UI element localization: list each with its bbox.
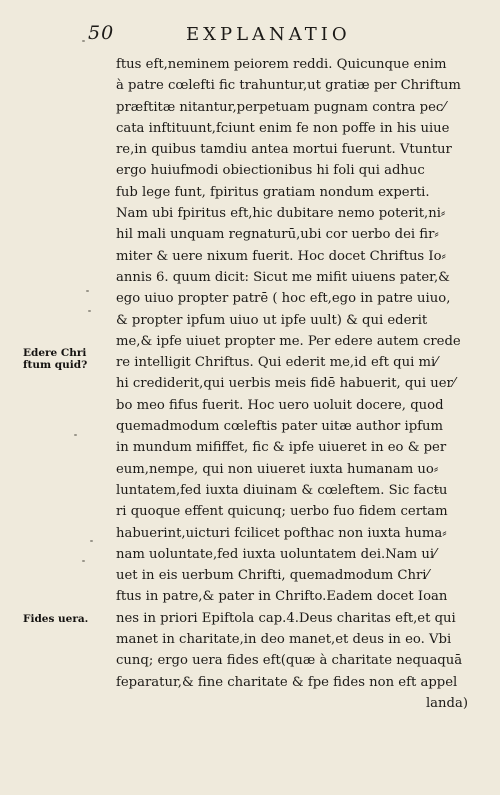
page-number: 50 [88,22,115,44]
text-line: landa) [425,695,468,711]
text-line: in mundum mififfet, fic & ipfe uiueret in eo & per [116,440,447,456]
text-line: uet in eis uerbum Chrifti, quemadmodum Chri⁄ [116,568,429,584]
text-line: re,in quibus tamdiu antea mortui fuerunt. Vtuntur [116,142,452,158]
text-line: nam uoluntate,fed iuxta uoluntatem dei.Nam ui⁄ [116,546,437,562]
running-head: EXPLANATIO [186,24,351,45]
ink-speck [82,560,85,562]
text-line: fub lege funt, fpiritus gratiam nondum experti. [116,184,430,200]
text-line: præftitæ nitantur,perpetuam pugnam contra pec⁄ [116,99,446,115]
text-line: cunq; ergo uera fides eft(quæ à charitate nequaquā [116,653,463,669]
text-line: hil mali unquam regnaturū,ubi cor uerbo dei fir⸗ [116,227,439,243]
ink-speck [88,310,91,312]
margin-note: Fides uera. [23,613,89,625]
text-line: re intelligit Chriftus. Qui ederit me,id eft qui mi⁄ [116,355,438,371]
text-line: à patre cœlefti fic trahuntur,ut gratiæ per Chriftum [116,78,461,94]
body-text [116,54,472,714]
text-line: annis 6. quum dicit: Sicut me mifit uiuens pater,& [116,269,450,285]
text-line: cata inftituunt,fciunt enim fe non poffe in his uiue [116,120,450,136]
ink-speck [74,434,77,436]
ink-speck [86,290,89,292]
text-line: & propter ipfum uiuo ut ipfe uult) & qui ederit [116,312,428,328]
margin-notes [0,0,120,795]
text-line: ftus eft,neminem peiorem reddi. Quicunque enim [116,57,447,72]
text-line: luntatem,fed iuxta diuinam & cœleftem. Sic facŧu [116,482,448,498]
text-line: eum,nempe, qui non uiueret iuxta humanam uo⸗ [116,461,439,477]
text-line: nes in priori Epiftola cap.4.Deus charitas eft,et qui [116,610,456,626]
ink-speck [82,40,85,42]
text-line: ftus in patre,& pater in Chrifto.Eadem docet Ioan [116,589,448,605]
text-line: ego uiuo propter patrē ( hoc eft,ego in patre uiuo, [116,291,451,307]
text-line: hi crediderit,qui uerbis meis fidē habuerit, qui uer⁄ [116,376,456,392]
text-line: Nam ubi fpiritus eft,hic dubitare nemo poterit,ni⸗ [116,206,446,222]
text-line: feparatur,& fine charitate & fpe fides non eft appel [116,674,458,690]
ink-speck [90,540,93,542]
text-line: miter & uere nixum fuerit. Hoc docet Chriftus Io⸗ [116,248,446,264]
text-line: quemadmodum cœleftis pater uitæ author ipfum [116,419,444,435]
text-line: ergo huiufmodi obiectionibus hi foli qui adhuc [116,163,425,179]
margin-note: Edere Chri ftum quid? [23,347,88,371]
text-line: me,& ipfe uiuet propter me. Per edere autem crede [116,333,461,349]
text-line: bo meo fifus fuerit. Hoc uero uoluit docere, quod [116,397,444,413]
text-line: habuerint,uicturi fcilicet pofthac non iuxta huma⸗ [116,525,447,541]
text-line: ri quoque effent quicunq; uerbo fuo fidem certam [116,504,448,520]
text-line: manet in charitate,in deo manet,et deus in eo. Vbi [116,632,452,648]
